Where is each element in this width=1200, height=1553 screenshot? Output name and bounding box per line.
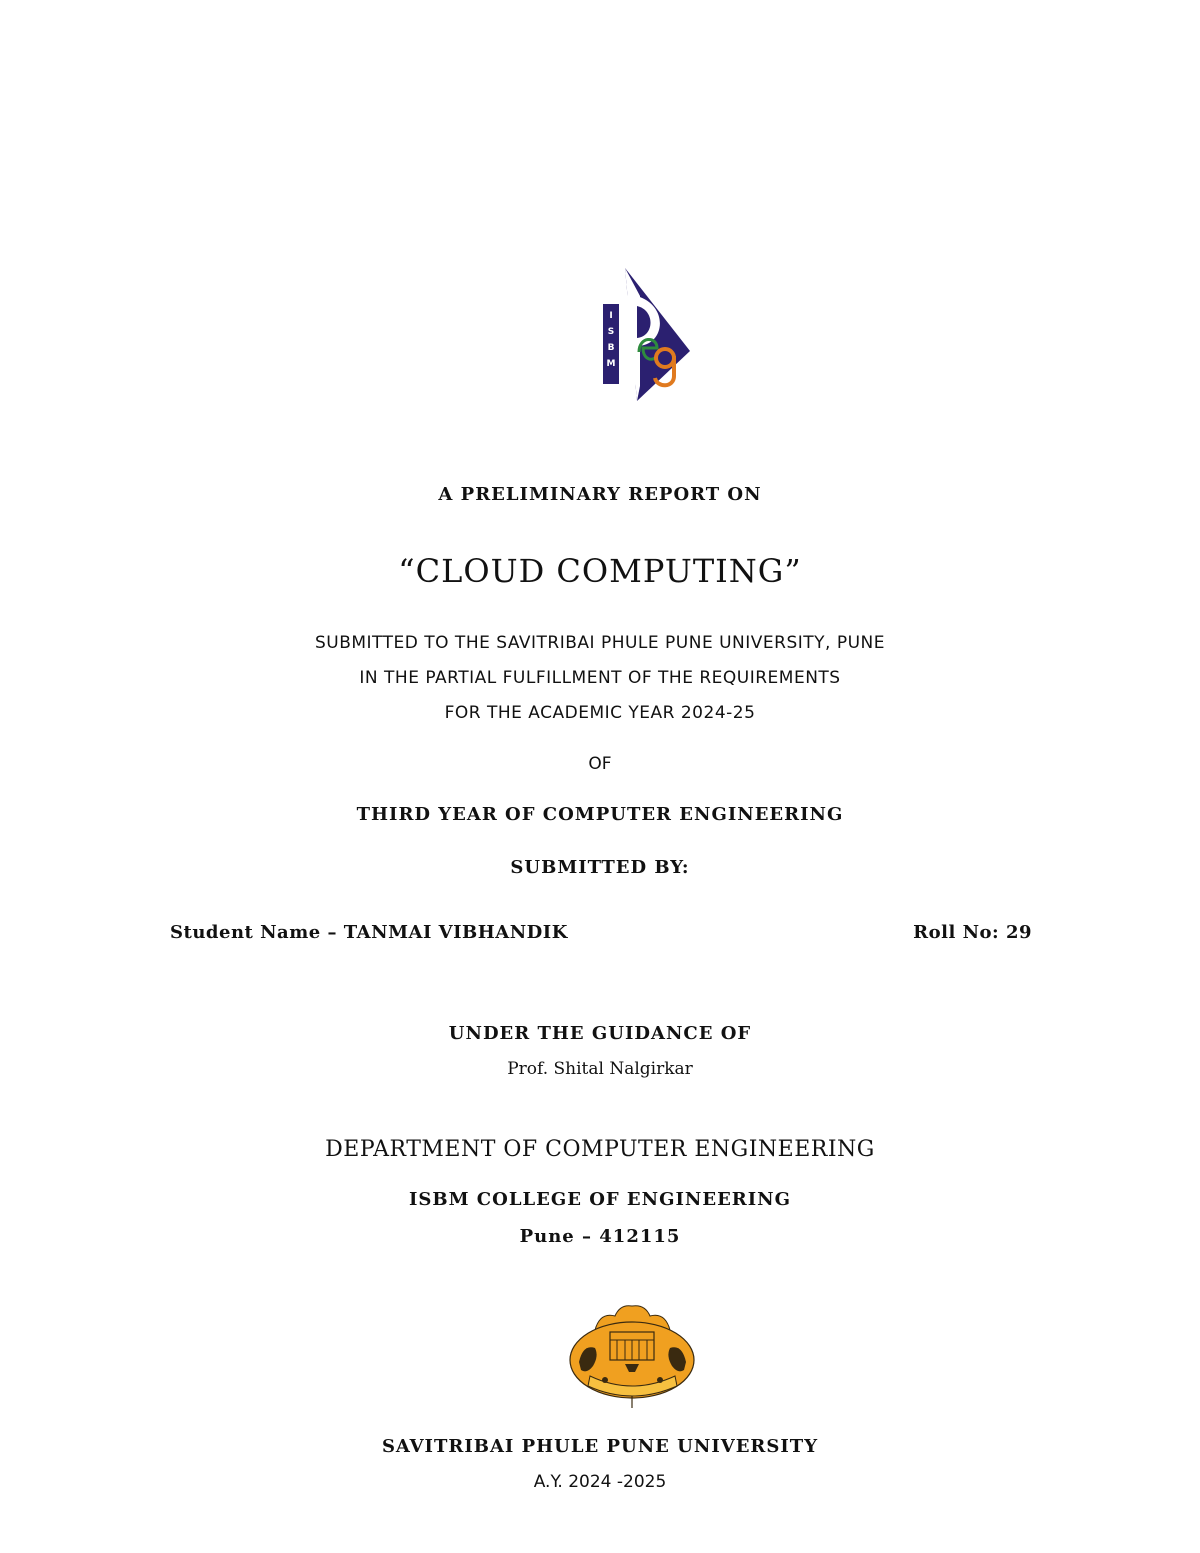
report-heading: A PRELIMINARY REPORT ON	[438, 484, 762, 505]
svg-text:B: B	[607, 343, 615, 353]
student-name: Student Name – TANMAI VIBHANDIK	[170, 922, 568, 943]
roll-number: Roll No: 29	[913, 922, 1032, 943]
submission-line-2: IN THE PARTIAL FULFILLMENT OF THE REQUIREMENTS	[359, 668, 841, 688]
student-row	[170, 922, 1032, 943]
university-seal-icon	[565, 1300, 700, 1410]
svg-text:I: I	[609, 311, 613, 321]
department-name: DEPARTMENT OF COMPUTER ENGINEERING	[325, 1137, 875, 1162]
college-name: ISBM COLLEGE OF ENGINEERING	[408, 1189, 791, 1210]
guidance-label: UNDER THE GUIDANCE OF	[448, 1023, 752, 1044]
university-name: SAVITRIBAI PHULE PUNE UNIVERSITY	[381, 1436, 819, 1457]
submission-line-3: FOR THE ACADEMIC YEAR 2024-25	[444, 703, 756, 723]
of-label: OF	[588, 754, 612, 774]
program-name: THIRD YEAR OF COMPUTER ENGINEERING	[356, 804, 844, 825]
college-location: Pune – 412115	[519, 1226, 681, 1247]
report-title: “CLOUD COMPUTING”	[398, 552, 802, 590]
guide-name: Prof. Shital Nalgirkar	[507, 1059, 693, 1079]
svg-text:S: S	[607, 327, 615, 337]
academic-year: A.Y. 2024 -2025	[533, 1472, 667, 1492]
submission-line-1: SUBMITTED TO THE SAVITRIBAI PHULE PUNE UNIVERSITY, PUNE	[314, 633, 885, 653]
submitted-by-label: SUBMITTED BY:	[510, 857, 690, 878]
college-logo-icon	[595, 266, 700, 406]
svg-text:M: M	[606, 359, 616, 369]
